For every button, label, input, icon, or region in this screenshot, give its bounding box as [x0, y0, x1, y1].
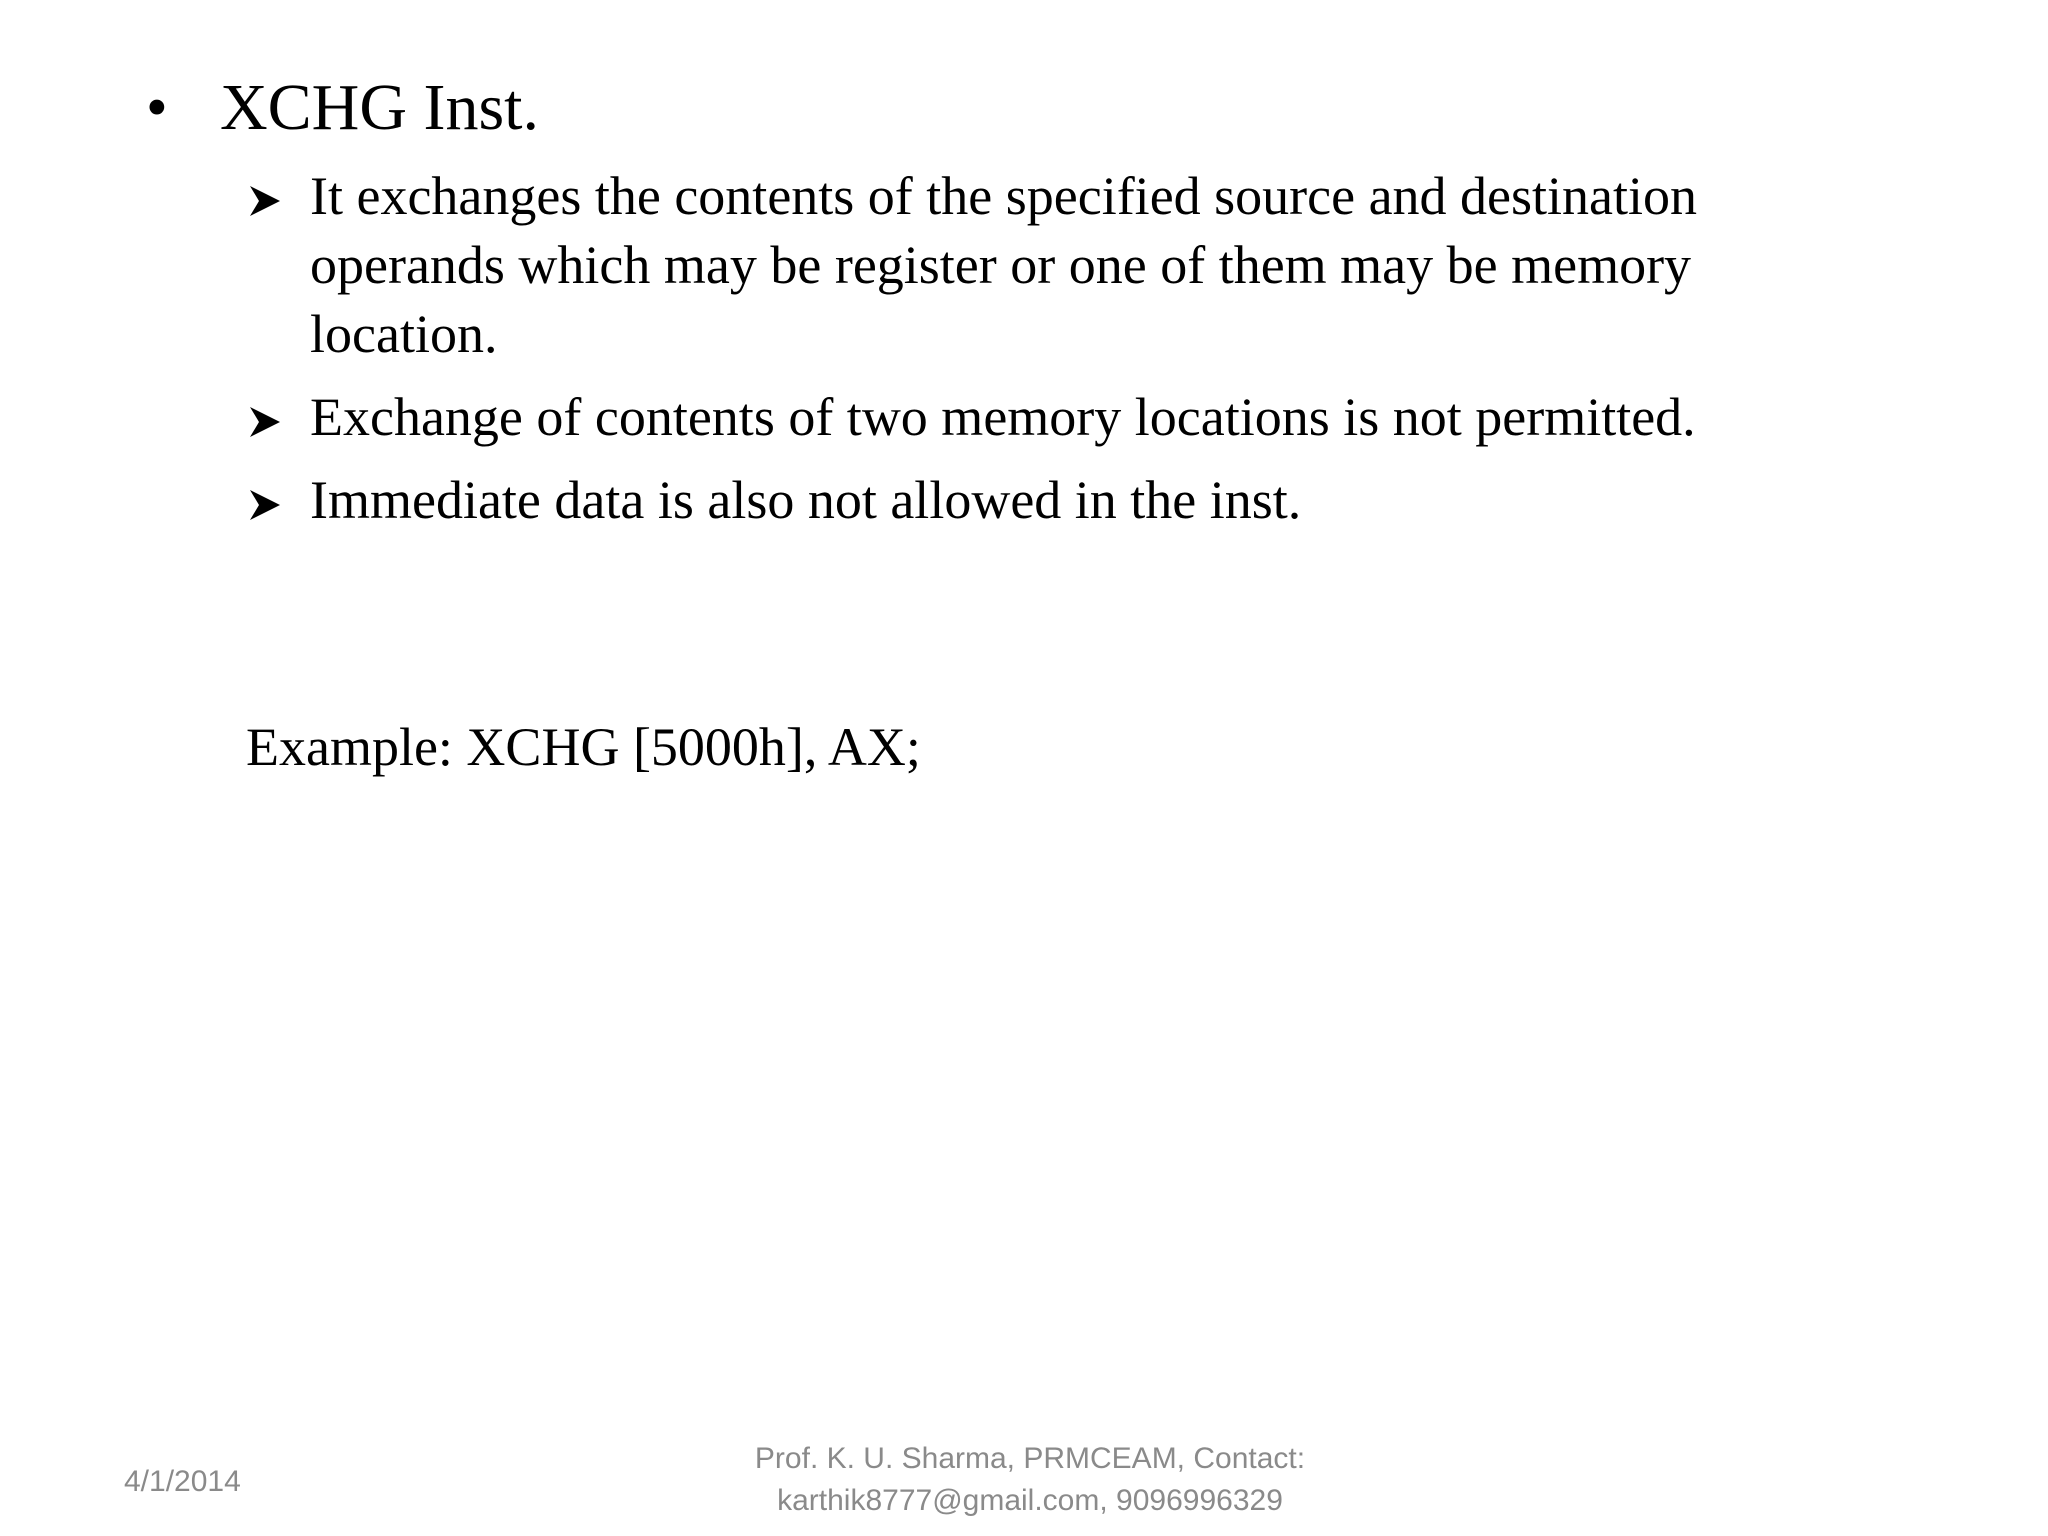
footer-credit	[660, 1438, 1400, 1522]
example-text: Example: XCHG [5000h], AX;	[246, 717, 921, 777]
arrowhead-bullet-icon	[248, 466, 288, 535]
list-item-text: Exchange of contents of two memory locations is not permitted.	[310, 387, 1696, 447]
slide-title: XCHG Inst.	[220, 71, 540, 144]
main-bullet-icon: •	[146, 74, 168, 142]
footer-credit-line: Prof. K. U. Sharma, PRMCEAM, Contact:	[754, 1442, 1306, 1475]
list-item	[248, 466, 1808, 535]
list-item	[248, 162, 1808, 369]
arrowhead-bullet-icon	[248, 162, 288, 231]
list-item-text: It exchanges the contents of the specified source and destination operands which may be register or one of them may be memory location.	[310, 166, 1698, 364]
list-item-text: Immediate data is also not allowed in the inst.	[310, 470, 1302, 530]
footer-date: 4/1/2014	[124, 1465, 241, 1498]
list-item	[248, 383, 1808, 452]
arrowhead-bullet-icon	[248, 383, 288, 452]
bullet-list	[248, 162, 1808, 549]
footer-credit-line: karthik8777@gmail.com, 9096996329	[777, 1484, 1283, 1517]
